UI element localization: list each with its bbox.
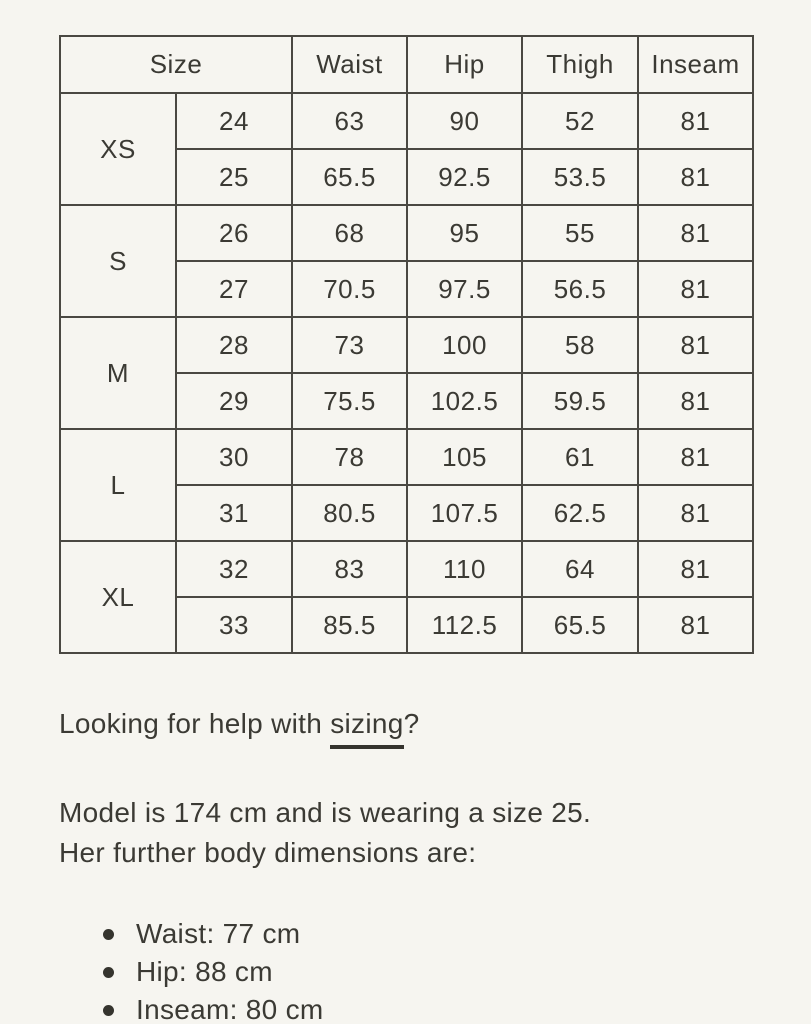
inseam-cell: 81 — [638, 429, 753, 485]
size-group-cell: M — [60, 317, 176, 429]
inseam-cell: 81 — [638, 373, 753, 429]
list-item — [59, 915, 752, 953]
waist-cell: 80.5 — [292, 485, 407, 541]
size-value-cell: 24 — [176, 93, 292, 149]
size-value-cell: 33 — [176, 597, 292, 653]
size-value-cell: 30 — [176, 429, 292, 485]
sizing-help-suffix: ? — [403, 708, 420, 739]
waist-cell: 75.5 — [292, 373, 407, 429]
thigh-cell: 59.5 — [522, 373, 638, 429]
inseam-cell: 81 — [638, 485, 753, 541]
waist-cell: 83 — [292, 541, 407, 597]
hip-cell: 112.5 — [407, 597, 522, 653]
dimension-hip: Hip: 88 cm — [136, 956, 273, 987]
dimension-inseam: Inseam: 80 cm — [136, 994, 324, 1024]
inseam-cell: 81 — [638, 541, 753, 597]
bullet-icon — [103, 1005, 114, 1016]
table-row — [60, 93, 753, 149]
inseam-cell: 81 — [638, 93, 753, 149]
waist-cell: 73 — [292, 317, 407, 373]
waist-cell: 68 — [292, 205, 407, 261]
model-info-line2: Her further body dimensions are: — [59, 837, 477, 868]
size-value-cell: 27 — [176, 261, 292, 317]
inseam-cell: 81 — [638, 317, 753, 373]
size-value-cell: 25 — [176, 149, 292, 205]
thigh-cell: 65.5 — [522, 597, 638, 653]
hip-cell: 107.5 — [407, 485, 522, 541]
column-header-hip: Hip — [407, 36, 522, 93]
size-group-cell: S — [60, 205, 176, 317]
size-group-cell: XS — [60, 93, 176, 205]
table-row — [60, 429, 753, 485]
waist-cell: 65.5 — [292, 149, 407, 205]
table-row — [60, 541, 753, 597]
thigh-cell: 61 — [522, 429, 638, 485]
column-header-size: Size — [60, 36, 292, 93]
bullet-icon — [103, 967, 114, 978]
hip-cell: 105 — [407, 429, 522, 485]
waist-cell: 78 — [292, 429, 407, 485]
hip-cell: 102.5 — [407, 373, 522, 429]
bullet-icon — [103, 929, 114, 940]
thigh-cell: 53.5 — [522, 149, 638, 205]
thigh-cell: 55 — [522, 205, 638, 261]
size-chart-table — [59, 35, 754, 654]
waist-cell: 63 — [292, 93, 407, 149]
inseam-cell: 81 — [638, 261, 753, 317]
table-row — [60, 205, 753, 261]
model-dimensions-list — [59, 915, 752, 1024]
size-group-cell: L — [60, 429, 176, 541]
thigh-cell: 58 — [522, 317, 638, 373]
hip-cell: 100 — [407, 317, 522, 373]
thigh-cell: 52 — [522, 93, 638, 149]
column-header-thigh: Thigh — [522, 36, 638, 93]
waist-cell: 70.5 — [292, 261, 407, 317]
list-item — [59, 991, 752, 1024]
inseam-cell: 81 — [638, 205, 753, 261]
list-item — [59, 953, 752, 991]
inseam-cell: 81 — [638, 149, 753, 205]
size-value-cell: 32 — [176, 541, 292, 597]
column-header-inseam: Inseam — [638, 36, 753, 93]
thigh-cell: 56.5 — [522, 261, 638, 317]
size-value-cell: 28 — [176, 317, 292, 373]
model-info-line1: Model is 174 cm and is wearing a size 25. — [59, 797, 592, 828]
table-header-row — [60, 36, 753, 93]
size-value-cell: 26 — [176, 205, 292, 261]
thigh-cell: 64 — [522, 541, 638, 597]
hip-cell: 90 — [407, 93, 522, 149]
inseam-cell: 81 — [638, 597, 753, 653]
thigh-cell: 62.5 — [522, 485, 638, 541]
size-group-cell: XL — [60, 541, 176, 653]
size-value-cell: 29 — [176, 373, 292, 429]
waist-cell: 85.5 — [292, 597, 407, 653]
dimension-waist: Waist: 77 cm — [136, 918, 301, 949]
sizing-link[interactable]: sizing — [330, 708, 403, 749]
hip-cell: 110 — [407, 541, 522, 597]
hip-cell: 92.5 — [407, 149, 522, 205]
column-header-waist: Waist — [292, 36, 407, 93]
hip-cell: 97.5 — [407, 261, 522, 317]
sizing-help-prefix: Looking for help with — [59, 708, 331, 739]
size-value-cell: 31 — [176, 485, 292, 541]
table-row — [60, 317, 753, 373]
sizing-help-line — [59, 708, 752, 749]
hip-cell: 95 — [407, 205, 522, 261]
model-info — [59, 793, 752, 873]
